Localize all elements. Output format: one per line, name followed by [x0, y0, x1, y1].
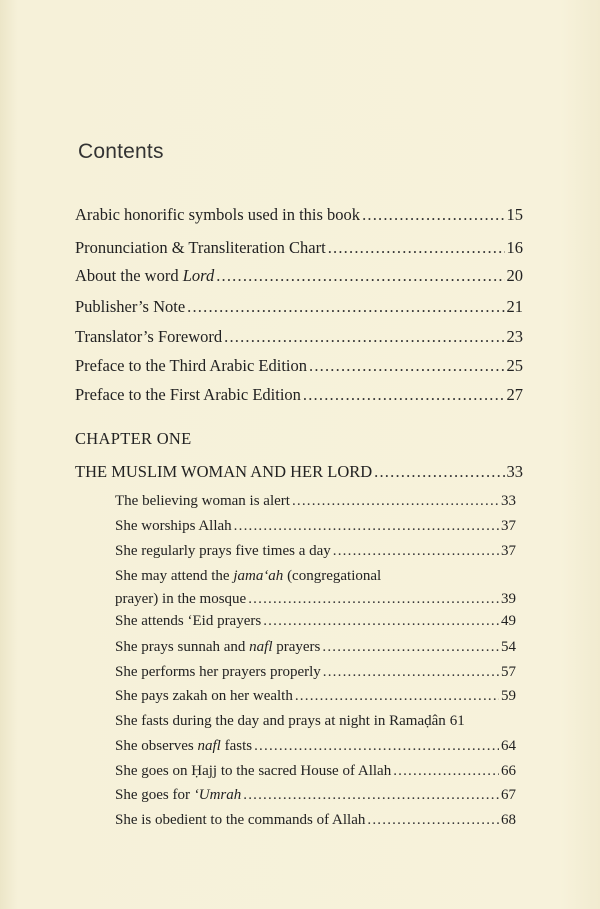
section-entry: [115, 763, 516, 780]
leader-dots: [224, 327, 504, 347]
section-entry: [115, 613, 516, 630]
toc-entry-label: Arabic honorific symbols used in this book: [75, 205, 361, 224]
leader-dots: [216, 266, 504, 286]
leader-dots: [295, 688, 499, 705]
toc-entry-label: Publisher’s Note: [75, 297, 186, 316]
toc-entry-page: 21: [506, 297, 523, 316]
label-text: She prays sunnah and: [115, 639, 250, 655]
leader-dots: [234, 518, 499, 535]
section-label: The believing woman is alert: [115, 493, 290, 509]
label-text: prayers: [272, 639, 321, 655]
section-label: prayer) in the mosque: [115, 591, 247, 607]
section-label: [115, 639, 320, 656]
section-page: 66: [501, 763, 516, 779]
toc-entry: [75, 238, 523, 258]
section-label: She fasts during the day and prays at night in Ramaḍân: [115, 713, 446, 729]
contents-heading: Contents: [78, 140, 164, 163]
section-page: 57: [501, 664, 516, 680]
leader-dots: [322, 639, 499, 656]
toc-entry-label: Preface to the Third Arabic Edition: [75, 356, 307, 375]
section-page: 67: [501, 787, 516, 803]
toc-entry-page: 23: [506, 327, 523, 346]
section-page: 61: [449, 713, 465, 729]
leader-dots: [248, 591, 499, 608]
toc-entry: [75, 385, 523, 405]
section-page: 49: [501, 613, 516, 629]
label-italic-text: jama‘ah: [233, 568, 284, 584]
label-text: She goes for: [115, 787, 194, 803]
leader-dots: [254, 738, 499, 755]
section-entry: [115, 543, 516, 560]
toc-entry-page: 20: [506, 266, 523, 285]
section-entry: [115, 518, 516, 535]
leader-dots: [374, 462, 504, 482]
section-page: 68: [501, 812, 516, 828]
toc-entry: [75, 356, 523, 376]
label-text: fasts: [220, 738, 253, 754]
section-label: She performs her prayers properly: [115, 664, 321, 680]
section-entry: [115, 493, 516, 510]
chapter-page: 33: [506, 462, 523, 481]
toc-entry-page: 27: [506, 385, 523, 404]
leader-dots: [323, 664, 499, 681]
label-italic-text: ‘Umrah: [193, 787, 242, 803]
leader-dots: [303, 385, 505, 405]
toc-entry-label: [75, 266, 214, 286]
section-page: 39: [501, 591, 516, 607]
section-entry: [115, 639, 516, 656]
section-entry: [115, 688, 516, 705]
leader-dots: [187, 297, 504, 317]
section-entry: [115, 664, 516, 681]
label-italic-text: nafl: [197, 738, 221, 754]
toc-entry: [75, 327, 523, 347]
toc-entry-page: 25: [506, 356, 523, 375]
section-label: She goes on Ḥajj to the sacred House of Allah: [115, 763, 392, 779]
toc-entry-label: Translator’s Foreword: [75, 327, 223, 346]
leader-dots: [333, 543, 499, 560]
section-entry: [115, 591, 516, 608]
label-text: (congregational: [283, 568, 382, 584]
section-label: She attends ‘Eid prayers: [115, 613, 262, 629]
section-page: 37: [501, 518, 516, 534]
toc-entry: [75, 266, 523, 286]
toc-entry-label: Pronunciation & Transliteration Chart: [75, 238, 326, 257]
section-page: 33: [501, 493, 516, 509]
section-entry: [115, 713, 516, 730]
label-italic-text: nafl: [249, 639, 273, 655]
leader-dots: [292, 493, 499, 510]
leader-dots: [309, 356, 505, 376]
section-page: 64: [501, 738, 516, 754]
section-page: 54: [501, 639, 516, 655]
leader-dots: [367, 812, 499, 829]
toc-entry-label: Preface to the First Arabic Edition: [75, 385, 301, 404]
section-entry: [115, 787, 516, 804]
toc-entry: [75, 297, 523, 317]
section-label: She worships Allah: [115, 518, 232, 534]
section-label-line1: [115, 568, 381, 585]
section-label: She regularly prays five times a day: [115, 543, 331, 559]
chapter-number-label: CHAPTER ONE: [75, 429, 192, 448]
section-label: She is obedient to the commands of Allah: [115, 812, 366, 828]
leader-dots: [328, 238, 505, 258]
section-page: 37: [501, 543, 516, 559]
leader-dots: [393, 763, 499, 780]
toc-entry-page: 16: [506, 238, 523, 257]
toc-entry-page: 15: [506, 205, 523, 224]
section-entry: [115, 738, 516, 755]
leader-dots: [263, 613, 499, 630]
label-text: She observes: [115, 738, 198, 754]
section-label: She pays zakah on her wealth: [115, 688, 293, 704]
leader-dots: [243, 787, 499, 804]
section-page: 59: [501, 688, 516, 704]
label-text: About the word: [75, 266, 183, 285]
toc-entry: [75, 205, 523, 225]
chapter-title-entry: [75, 462, 523, 482]
section-label: [115, 738, 252, 755]
chapter-title: THE MUSLIM WOMAN AND HER LORD: [75, 462, 373, 481]
leader-dots: [362, 205, 504, 225]
section-label: [115, 787, 241, 804]
label-text: She may attend the: [115, 568, 234, 584]
section-entry: [115, 812, 516, 829]
label-italic-text: Lord: [182, 266, 215, 285]
